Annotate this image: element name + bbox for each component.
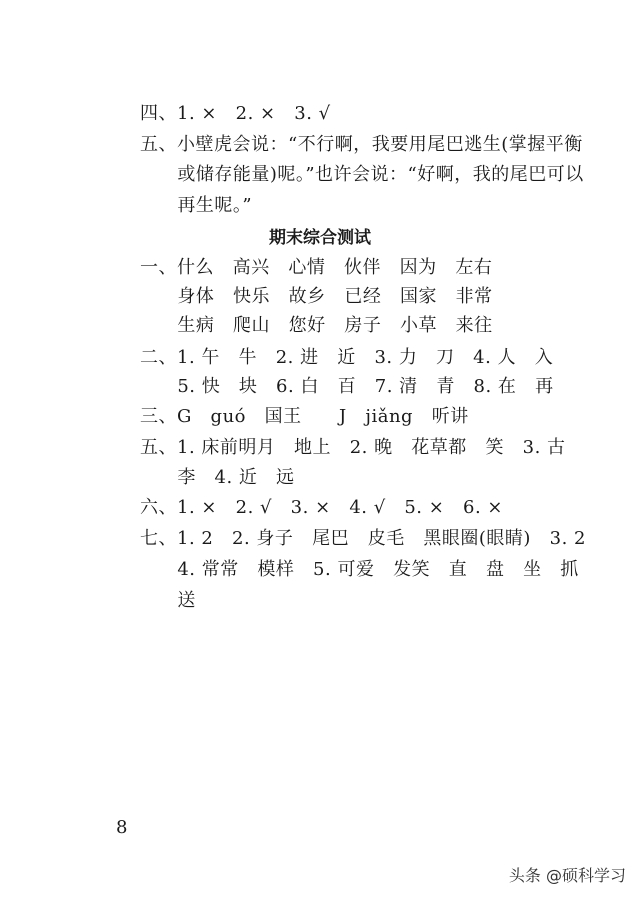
line-4: 一、什么 高兴 心情 伙伴 因为 左右 xyxy=(140,257,493,278)
line-11: 李 4. 近 远 xyxy=(140,467,295,488)
line-1: 五、小壁虎会说：“不行啊，我要用尾巴逃生(掌握平衡 xyxy=(140,134,583,155)
line-10: 五、1. 床前明月 地上 2. 晚 花草都 笑 3. 古 xyxy=(140,437,566,458)
line-0: 四、1. × 2. × 3. √ xyxy=(140,103,331,124)
line-7: 二、1. 午 牛 2. 进 近 3. 力 刀 4. 人 入 xyxy=(140,347,554,368)
line-15: 送 xyxy=(140,590,196,611)
line-8: 5. 快 块 6. 白 百 7. 清 青 8. 在 再 xyxy=(140,376,554,397)
line-13: 七、1. 2 2. 身子 尾巴 皮毛 黑眼圈(眼睛) 3. 2 xyxy=(140,528,586,549)
line-12: 六、1. × 2. √ 3. × 4. √ 5. × 6. × xyxy=(140,497,503,518)
watermark: 头条 @硕科学习 xyxy=(508,866,626,885)
line-3: 再生呢。” xyxy=(140,195,253,216)
line-9: 三、G guó 国王 J jiǎng 听讲 xyxy=(140,406,469,427)
page-number: 8 xyxy=(116,817,128,838)
line-5: 身体 快乐 故乡 已经 国家 非常 xyxy=(140,286,493,307)
line-2: 或储存能量)呢。”也许会说：“好啊，我的尾巴可以 xyxy=(140,164,584,185)
line-14: 4. 常常 模样 5. 可爱 发笑 直 盘 坐 抓 xyxy=(140,559,579,580)
line-6: 生病 爬山 您好 房子 小草 来往 xyxy=(140,315,493,336)
section-title: 期末综合测试 xyxy=(269,228,371,248)
